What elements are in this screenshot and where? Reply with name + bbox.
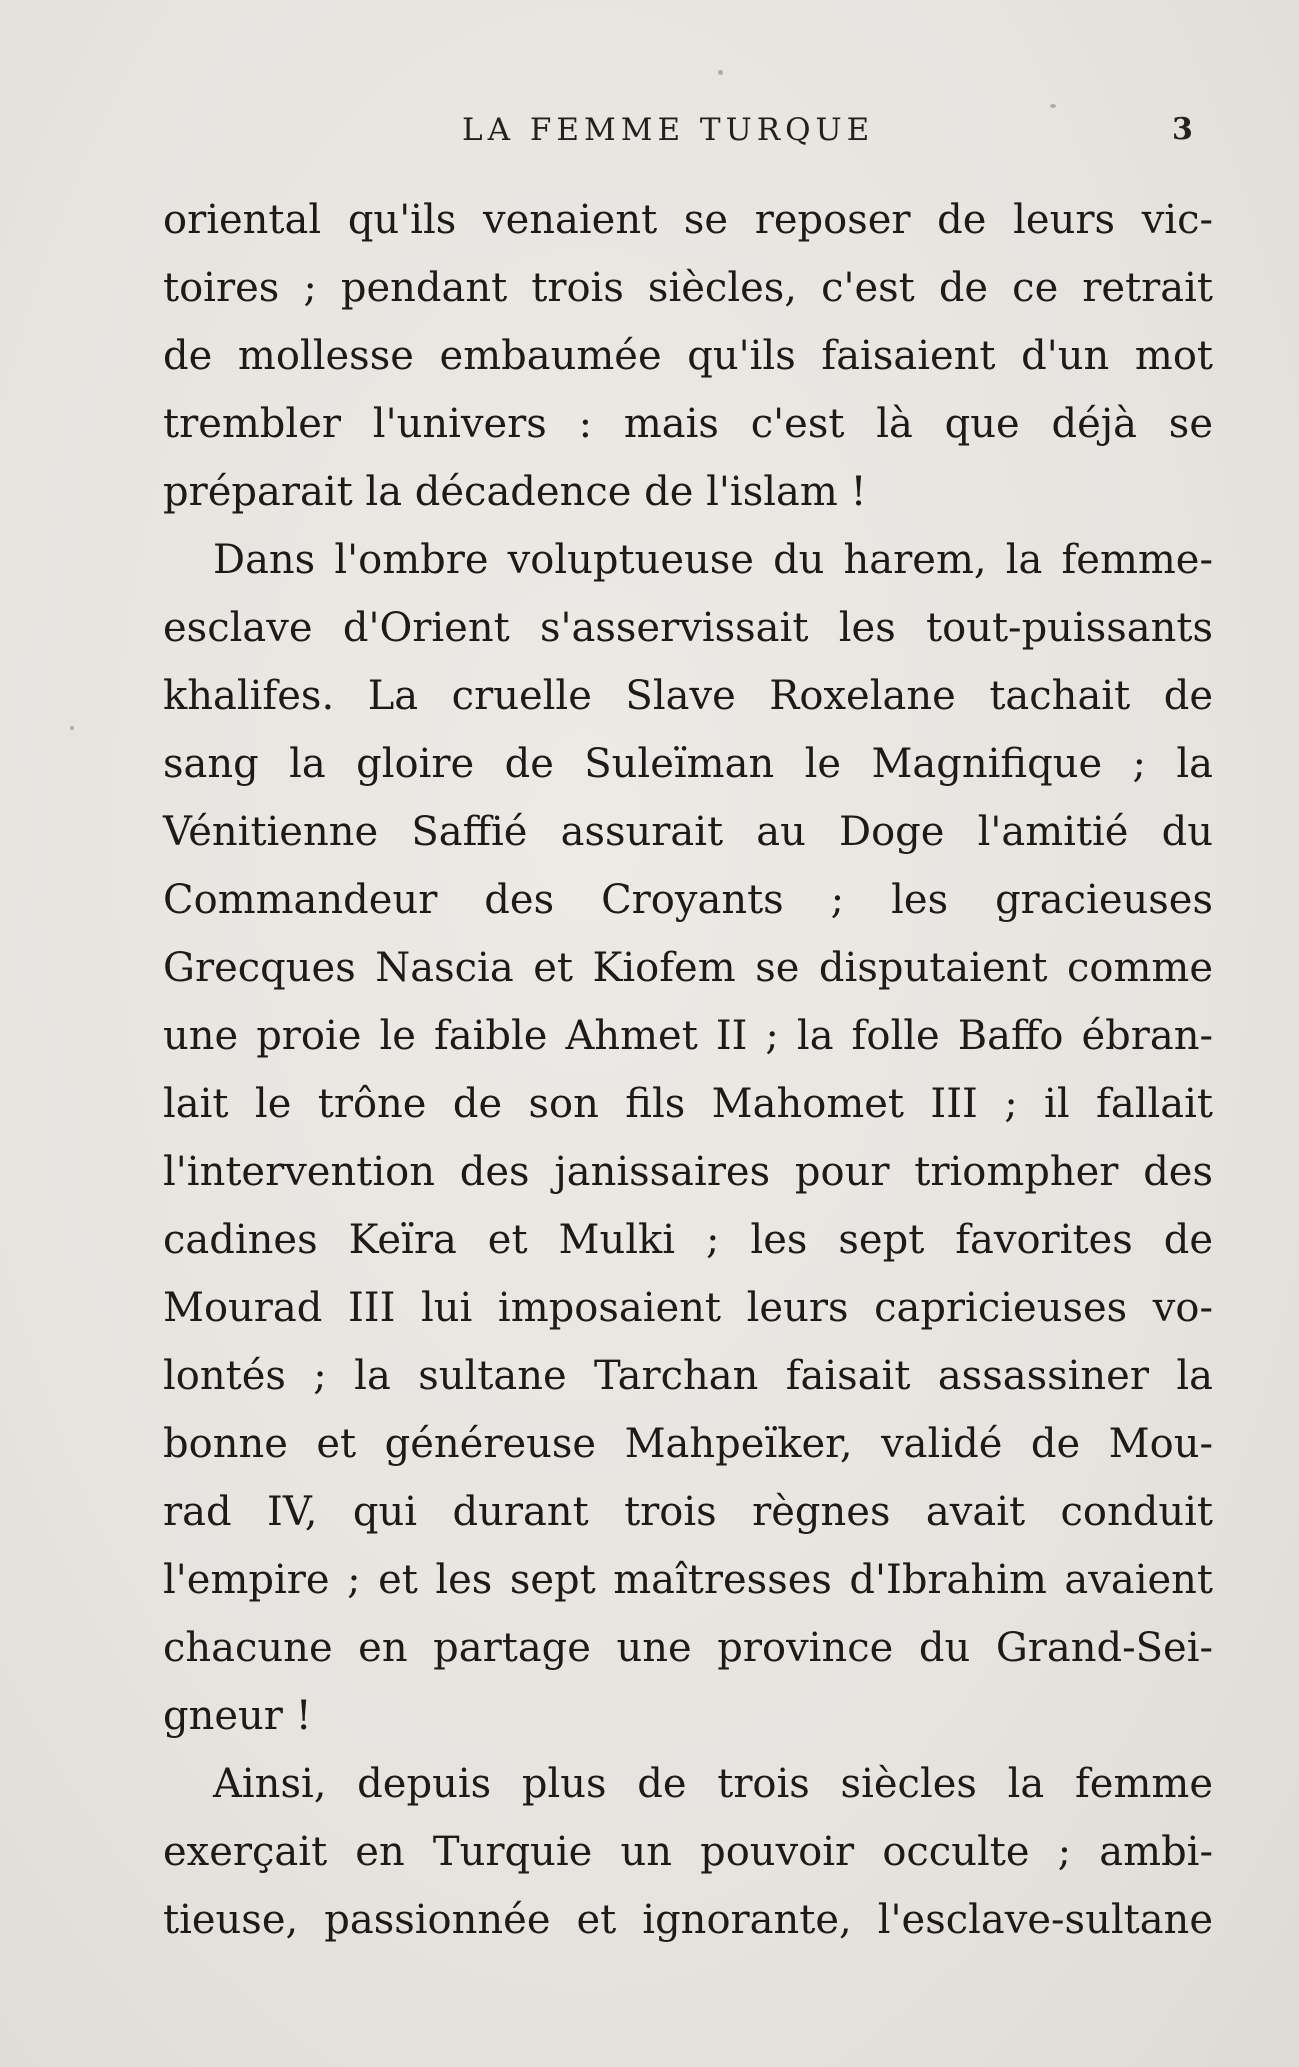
text-line: exerçait en Turquie un pouvoir occulte ; ambi-	[163, 1829, 1213, 1875]
text-line: oriental qu'ils venaient se reposer de leurs vic-	[163, 197, 1213, 243]
text-line: khalifes. La cruelle Slave Roxelane tachait de	[163, 673, 1213, 719]
running-title: LA FEMME TURQUE	[462, 112, 875, 148]
text-line: l'intervention des janissaires pour triompher des	[163, 1149, 1213, 1195]
text-line: de mollesse embaumée qu'ils faisaient d'un mot	[163, 333, 1213, 379]
text-line: rad IV, qui durant trois règnes avait conduit	[163, 1489, 1213, 1535]
text-line: Dans l'ombre voluptueuse du harem, la femme-	[213, 537, 1213, 583]
body-text	[163, 186, 1213, 1954]
text-line: sang la gloire de Suleïman le Magnifique ; la	[163, 741, 1213, 787]
text-line: trembler l'univers : mais c'est là que déjà se	[163, 401, 1213, 447]
text-line: Commandeur des Croyants ; les gracieuses	[163, 877, 1213, 923]
text-line: Vénitienne Saffié assurait au Doge l'amitié du	[163, 809, 1213, 855]
text-line: Ainsi, depuis plus de trois siècles la femme	[213, 1761, 1213, 1807]
text-line: lontés ; la sultane Tarchan faisait assassiner la	[163, 1353, 1213, 1399]
paper-speck	[1050, 104, 1056, 108]
text-line: bonne et généreuse Mahpeïker, validé de Mou-	[163, 1421, 1213, 1467]
text-line: Mourad III lui imposaient leurs capricieuses vo-	[163, 1285, 1213, 1331]
text-line: chacune en partage une province du Grand-Sei-	[163, 1625, 1213, 1671]
text-line: esclave d'Orient s'asservissait les tout-puissants	[163, 605, 1213, 651]
text-line: Grecques Nascia et Kiofem se disputaient comme	[163, 945, 1213, 991]
text-line: une proie le faible Ahmet II ; la folle Baffo ébran-	[163, 1013, 1213, 1059]
text-line: l'empire ; et les sept maîtresses d'Ibrahim avaient	[163, 1557, 1213, 1603]
text-line: tieuse, passionnée et ignorante, l'esclave-sultane	[163, 1897, 1213, 1943]
running-head	[0, 112, 1299, 152]
text-line: toires ; pendant trois siècles, c'est de ce retrait	[163, 265, 1213, 311]
text-line: cadines Keïra et Mulki ; les sept favorites de	[163, 1217, 1213, 1263]
text-line: gneur !	[163, 1693, 312, 1739]
paper-speck	[718, 70, 723, 75]
text-line: préparait la décadence de l'islam !	[163, 469, 867, 515]
page-number: 3	[1172, 112, 1193, 147]
paper-speck	[70, 726, 74, 730]
text-line: lait le trône de son fils Mahomet III ; il fallait	[163, 1081, 1213, 1127]
